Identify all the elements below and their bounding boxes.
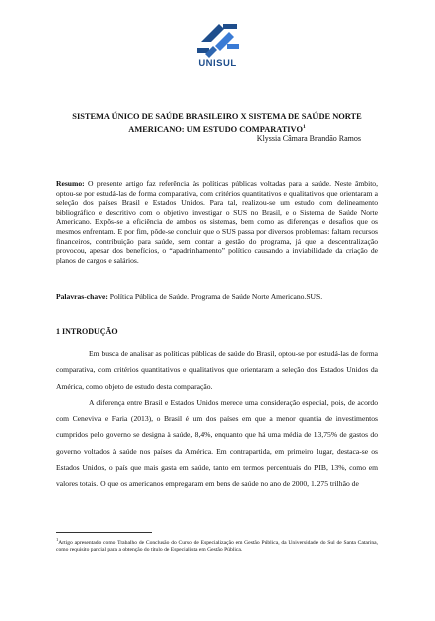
keywords-text: Política Pública de Saúde. Programa de Saúde Norte Americano.SUS. [107,292,323,301]
abstract-text: O presente artigo faz referência às políticas públicas voltadas para a saúde. Neste âmbito, optou-se por estudá-las de forma comparativa, com critérios quantitativos e qualitativos que orientaram a seleção dos países Brasil e Estados Unidos. Para tal, realizou-se um estudo com delineamento bibliográfico e descritivo com o objetivo investigar o SUS no Brasil, e o Sistema de Saúde Norte Americano. Expôs-se a eficiência de ambos os sistemas, bem como as diferenças e desafios que os mesmos enfrentam. E por fim, pôde-se concluir que o SUS passa por diversos problemas: faltam recursos financeiros, contribuição para saúde, sem contar a gestão do programa, já que a descentralização provocou, apesar dos benefícios, o “apadrinhamento” político causando a inviabilidade da criação de planos de cargos e salários. [56,179,378,265]
footnote-divider [56,532,152,533]
abstract [56,179,378,265]
footnote-marker: 1 [56,537,59,542]
section-heading: 1 INTRODUÇÃO [56,327,118,336]
keywords-label: Palavras-chave: [56,292,108,301]
section-body [56,346,378,493]
paragraph: A diferença entre Brasil e Estados Unidos merece uma consideração especial, pois, de acordo com Ceneviva e Faria (2013), o Brasil é um dos países em que a menor quantia de investimentos cumpridos pelo governo se designa à saúde, 8,4%, enquanto que há uma média de 13,75% de gastos do governo voltados à saúde nos países da América. Em contrapartida, em primeiro lugar, destaca-se os Estados Unidos, o país que mais gasta em saúde, tanto em termos percentuais do PIB, 13%, como em valores totais. O que os americanos empregaram em bens de saúde no ano de 2000, 1.275 trilhão de [56,397,378,489]
title-footnote-marker: 1 [302,124,306,130]
paragraph: Em busca de analisar as políticas públicas de saúde do Brasil, optou-se por estudá-las de forma comparativa, com critérios quantitativos e qualitativos que orientaram a seleção dos Estados Unidos da América, como objeto de estudo desta comparação. [56,349,378,391]
logo-wordmark: UNISUL [198,58,237,69]
abstract-label: Resumo: [56,179,85,188]
keywords [56,292,378,302]
title-text: SISTEMA ÚNICO DE SAÚDE BRASILEIRO X SISTEMA DE SAÚDE NORTE AMERICANO: UM ESTUDO COMPARATIVO [72,112,362,134]
footnote-text: Artigo apresentado como Trabalho de Conclusão do Curso de Especialização em Gestão Pública, da Universidade do Sul de Santa Catarina, como requisito parcial para a obtenção do título de Especialista em Gestão Pública. [56,539,378,554]
author-name: Klyssia Câmara Brandão Ramos [256,134,361,143]
unisul-logo-icon [193,18,243,62]
paper-title [56,112,378,135]
footnote [56,536,378,555]
